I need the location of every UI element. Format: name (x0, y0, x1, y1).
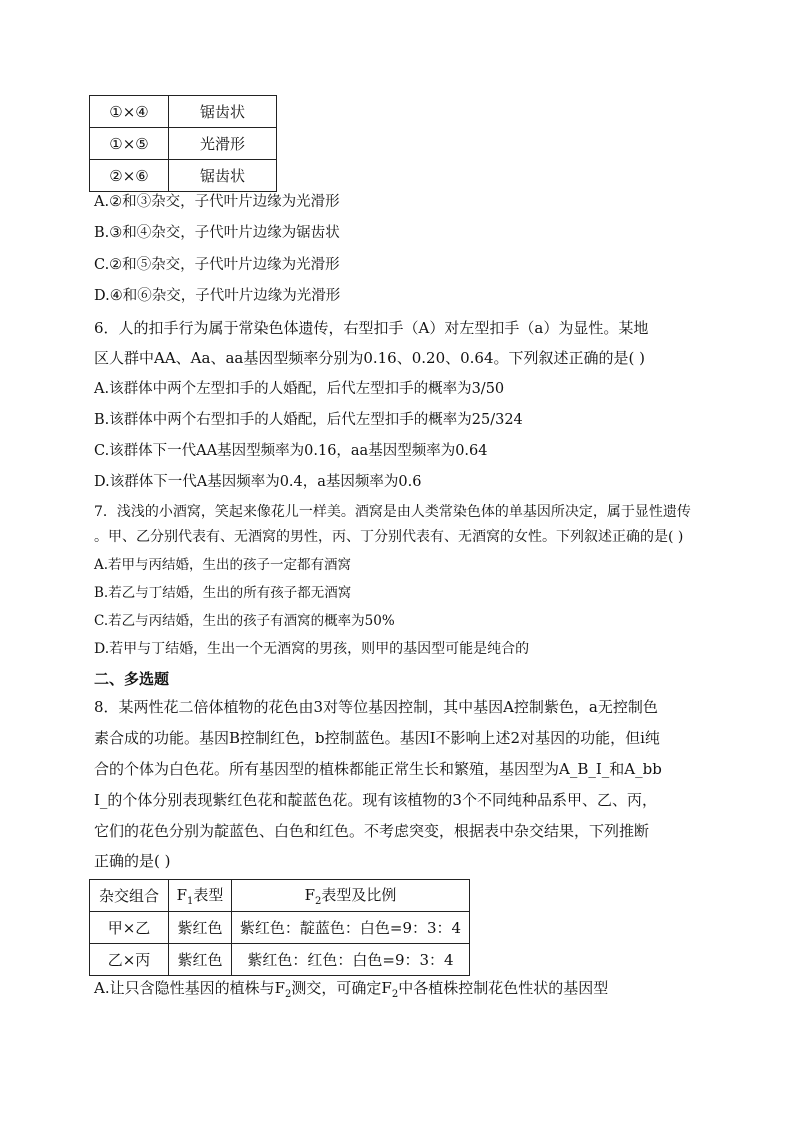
f1-cell: 紫红色 (169, 944, 232, 976)
q6-option-d: D.该群体下一代A基因频率为0.4，a基因频率为0.6 (94, 474, 422, 490)
result-cell: 光滑形 (169, 128, 277, 160)
q6-stem-line1: 6．人的扣手行为属于常染色体遗传，右型扣手（A）对左型扣手（a）为显性。某地 (94, 319, 649, 337)
table-row (90, 912, 470, 944)
table-row (90, 160, 277, 192)
q6-option-a: A.该群体中两个左型扣手的人婚配，后代左型扣手的概率为3/50 (94, 381, 505, 397)
q8-stem-line6: 正确的是( ) (94, 852, 171, 870)
q5-option-a: A.②和③杂交，子代叶片边缘为光滑形 (94, 194, 340, 210)
table-row (90, 128, 277, 160)
cross-cell: ①×⑤ (90, 128, 169, 160)
q8-stem-line3: 合的个体为白色花。所有基因型的植株都能正常生长和繁殖，基因型为A_B_I_和A_bb (94, 760, 662, 778)
q7-stem-line2: 。甲、乙分别代表有、无酒窝的男性，丙、丁分别代表有、无酒窝的女性。下列叙述正确的是( ) (94, 529, 684, 545)
q7-option-d: D.若甲与丁结婚，生出一个无酒窝的男孩，则甲的基因型可能是纯合的 (94, 641, 530, 657)
q7-option-b: B.若乙与丁结婚，生出的所有孩子都无酒窝 (94, 585, 352, 601)
q7-option-c: C.若乙与丙结婚，生出的孩子有酒窝的概率为50% (94, 613, 395, 629)
cross-cell: ①×④ (90, 96, 169, 128)
hybrid-cross-table (89, 879, 470, 976)
q5-option-b: B.③和④杂交，子代叶片边缘为锯齿状 (94, 225, 340, 241)
q6-option-b: B.该群体中两个右型扣手的人婚配，后代左型扣手的概率为25/324 (94, 412, 523, 428)
cross-result-table (89, 95, 277, 192)
q8-stem-line5: 它们的花色分别为靛蓝色、白色和红色。不考虑突变，根据表中杂交结果，下列推断 (94, 822, 650, 840)
q8-stem-line2: 素合成的功能。基因B控制红色，b控制蓝色。基因I不影响上述2对基因的功能，但i纯 (94, 729, 660, 747)
table-row (90, 944, 470, 976)
q5-option-d: D.④和⑥杂交，子代叶片边缘为光滑形 (94, 288, 341, 304)
q8-stem-line1: 8．某两性花二倍体植物的花色由3对等位基因控制，其中基因A控制紫色，a无控制色 (94, 698, 658, 716)
header-f2-phenotype-ratio: $F_2$表型及比例 (232, 880, 470, 912)
header-f1-phenotype: $F_1$表型 (169, 880, 232, 912)
table-row (90, 96, 277, 128)
q8-stem-line4: I_的个体分别表现紫红色花和靛蓝色花。现有该植物的3个不同纯种品系甲、乙、丙， (94, 791, 657, 809)
q7-stem-line1: 7．浅浅的小酒窝，笑起来像花儿一样美。酒窝是由人类常染色体的单基因所决定，属于显性遗传 (94, 504, 691, 520)
header-cross-combo: 杂交组合 (90, 880, 169, 912)
f1-cell: 紫红色 (169, 912, 232, 944)
f2-cell: 紫红色：靛蓝色：白色=9：3：4 (232, 912, 470, 944)
cross-cell: ②×⑥ (90, 160, 169, 192)
result-cell: 锯齿状 (169, 96, 277, 128)
q8-option-a: A.让只含隐性基因的植株与$F_2$测交，可确定$F_2$中各植株控制花色性状的基因型 (94, 979, 609, 1000)
f2-cell: 紫红色：红色：白色=9：3：4 (232, 944, 470, 976)
result-cell: 锯齿状 (169, 160, 277, 192)
cross-cell: 乙×丙 (90, 944, 169, 976)
q7-option-a: A.若甲与丙结婚，生出的孩子一定都有酒窝 (94, 557, 352, 573)
q6-option-c: C.该群体下一代AA基因型频率为0.16，aa基因型频率为0.64 (94, 443, 488, 459)
q5-option-c: C.②和⑤杂交，子代叶片边缘为光滑形 (94, 257, 340, 273)
table-header-row (90, 880, 470, 912)
section-title-multiple-choice: 二、多选题 (94, 670, 170, 688)
q6-stem-line2: 区人群中AA、Aa、aa基因型频率分别为0.16、0.20、0.64。下列叙述正确的是( ) (94, 349, 645, 367)
cross-cell: 甲×乙 (90, 912, 169, 944)
